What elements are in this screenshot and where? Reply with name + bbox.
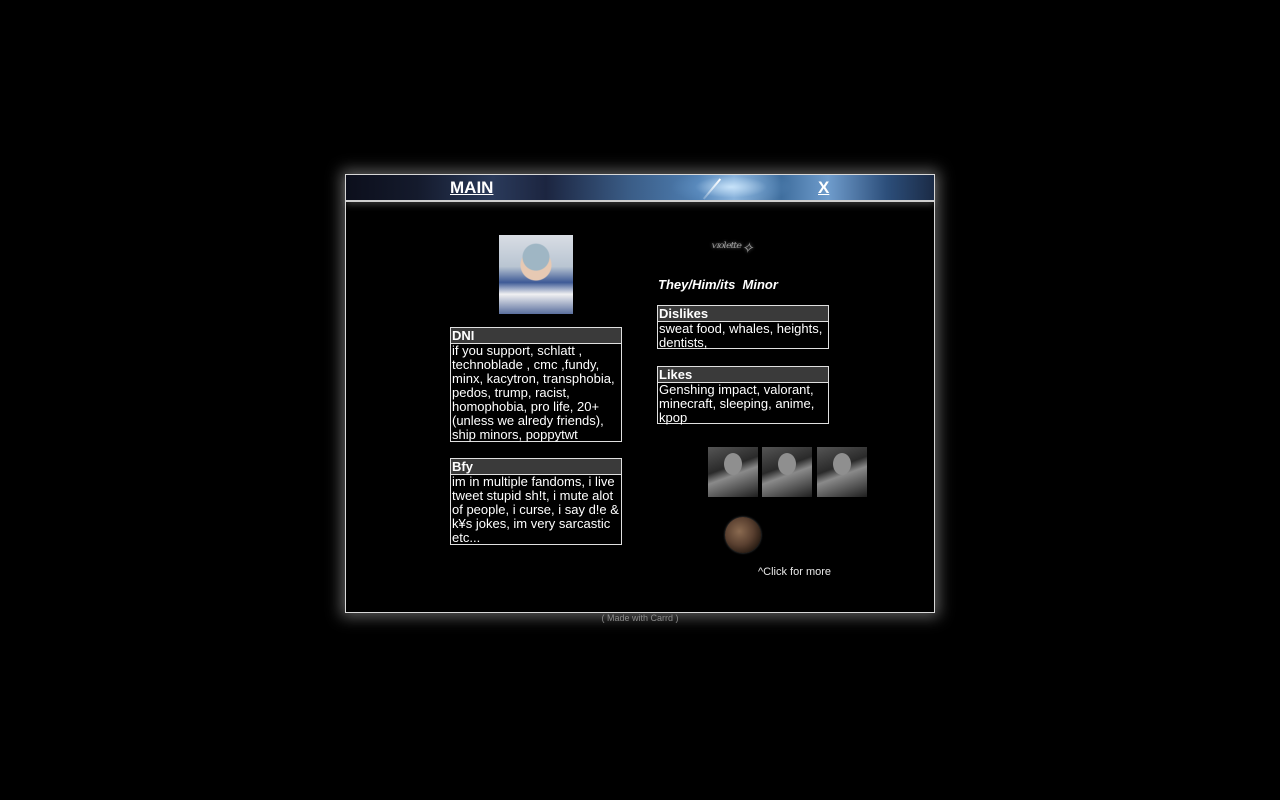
light-streak [703,178,721,199]
photo-thumbnail [762,447,812,497]
dislikes-box [657,305,829,349]
dislikes-heading: Dislikes [658,306,828,322]
close-button[interactable]: X [818,178,830,197]
dni-box [450,327,622,442]
avatar [499,235,573,314]
dislikes-text: sweat food, whales, heights, dentists, [659,321,823,350]
dni-heading: DNI [451,328,621,344]
window-title: MAIN [450,178,494,197]
bfy-heading: Bfy [451,459,621,475]
likes-heading: Likes [658,367,828,383]
likes-box [657,366,829,424]
dni-text: if you support, schlatt , technoblade , cmc ,fundy, minx, kacytron, transphobia, pedos, trump, racist, homophobia, pro life, 20+ (unless we alredy friends), ship minors, poppytwt [452,343,615,442]
profile-window [345,174,935,613]
bfy-box [450,458,622,545]
likes-text: Genshing impact, valorant, minecraft, sleeping, anime, kpop [659,382,815,425]
name-logo: ᵛᶦᵒˡᵉᵗᵗᵉ✧ [712,239,753,257]
bfy-text: im in multiple fandoms, i live tweet stupid sh!t, i mute alot of people, i curse, i say d!e & k¥s jokes, im very sarcastic etc... [452,474,619,545]
photo-thumbnail [817,447,867,497]
click-for-more-caption: ^Click for more [758,566,832,578]
photo-thumbnail [708,447,758,497]
more-link-image[interactable] [725,517,761,553]
made-with-carrd-footer[interactable]: ( Made with Carrd ) [601,613,679,623]
title-bar [346,175,934,202]
pronouns-text: They/Him/its Minor [658,277,778,292]
